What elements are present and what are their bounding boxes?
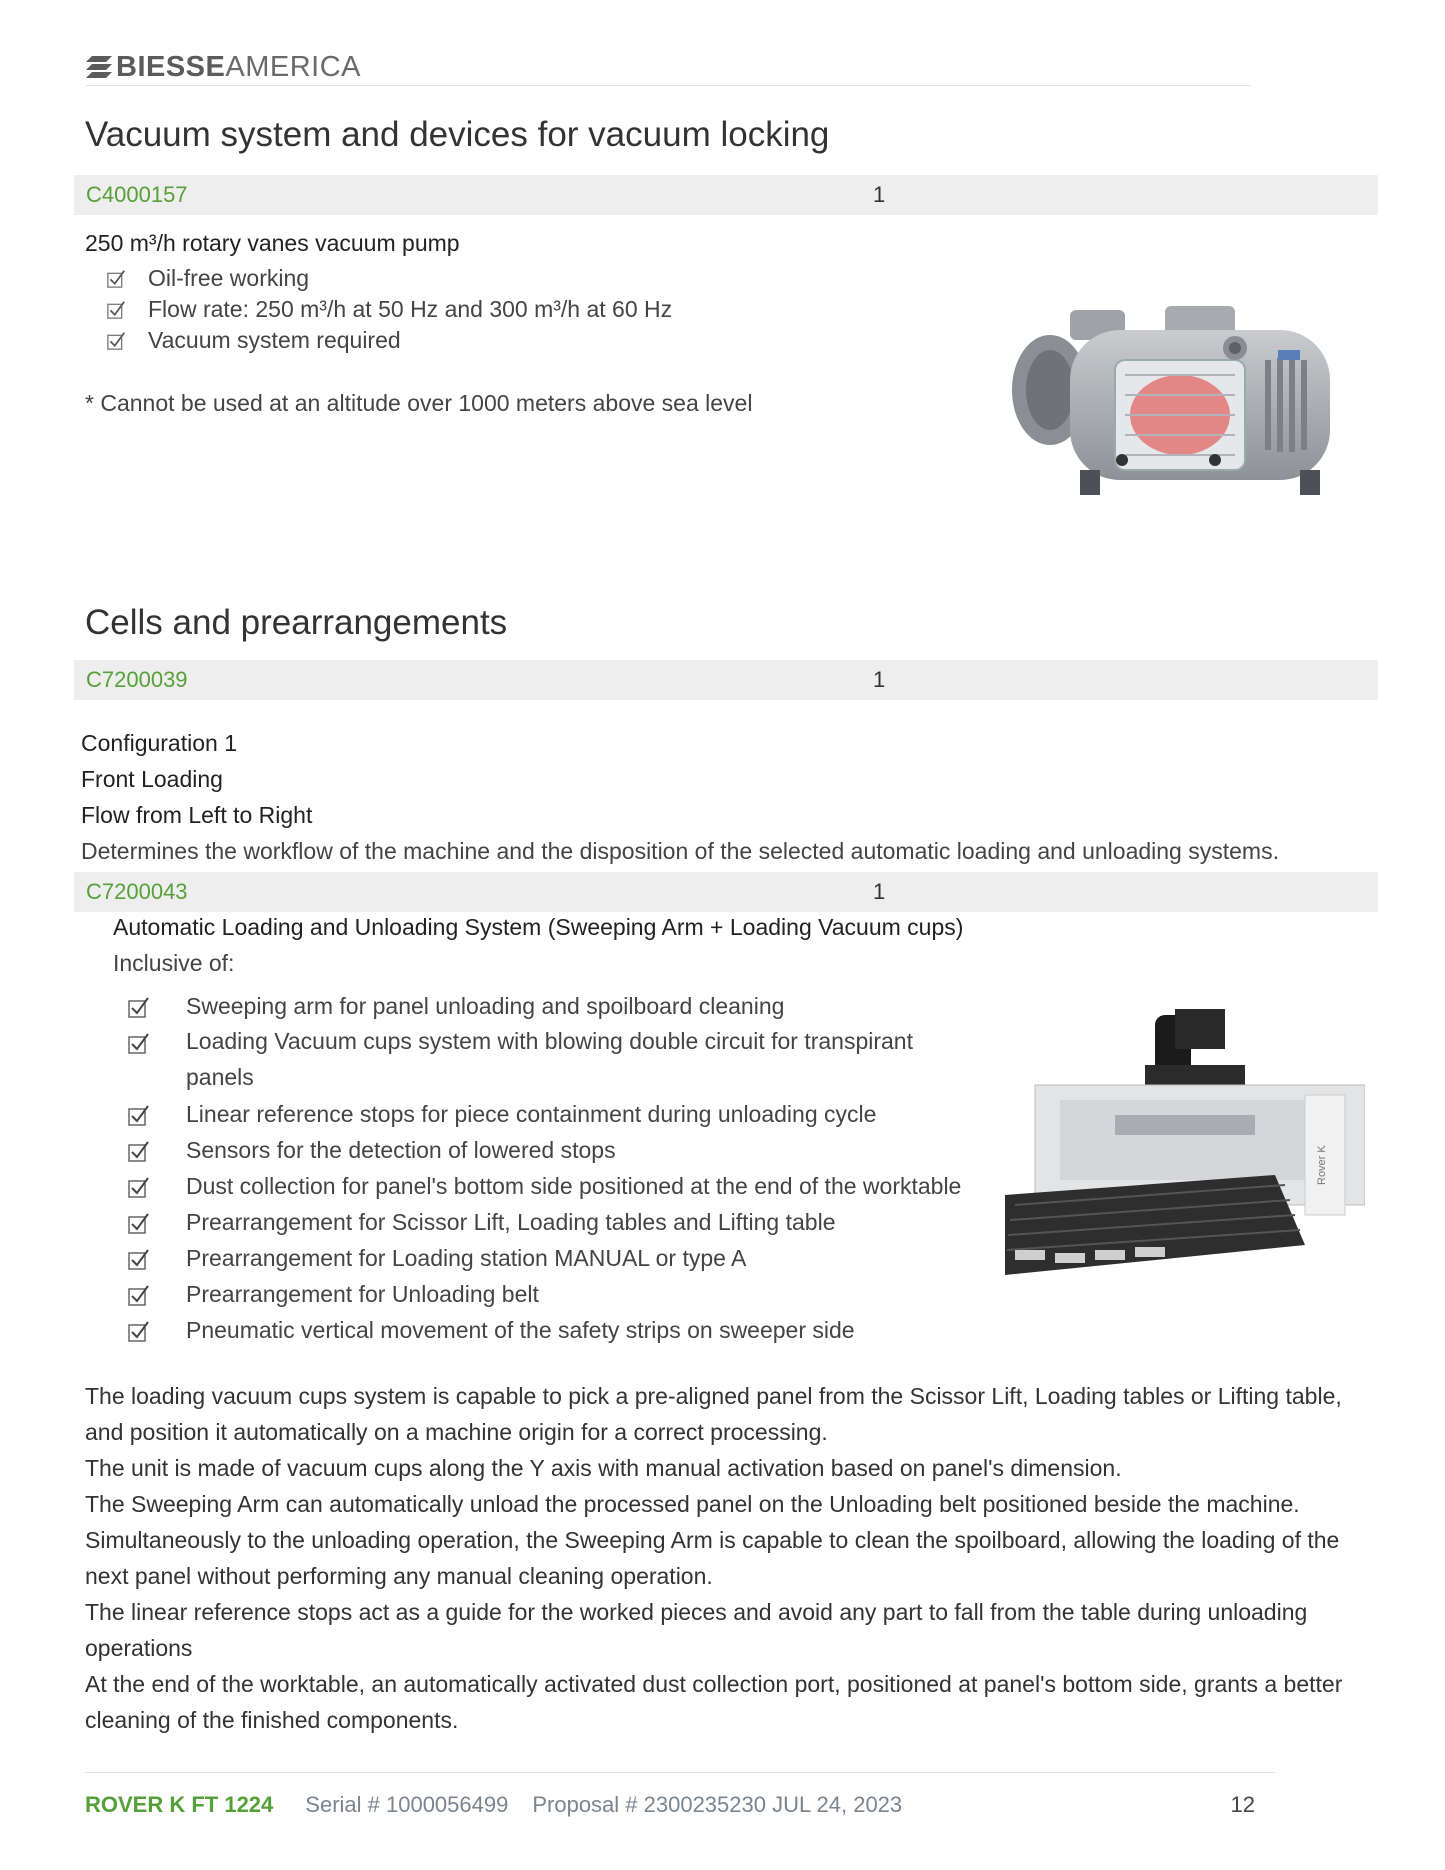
product-code: C4000157: [86, 182, 188, 207]
section-title-vacuum: Vacuum system and devices for vacuum locking: [85, 115, 830, 154]
feature-label: Oil-free working: [148, 265, 310, 291]
config-line: Front Loading: [81, 766, 223, 792]
item-title: 250 m³/h rotary vanes vacuum pump: [85, 230, 460, 256]
description-paragraph: At the end of the worktable, an automatically activated dust collection port, positioned at panel's bottom side, grants a better cleaning of the finished components.: [85, 1671, 1343, 1733]
product-quantity: 1: [873, 182, 886, 207]
section-title-cells: Cells and prearrangements: [85, 603, 508, 642]
feature-list: [128, 993, 988, 1353]
product-code-bar: [74, 872, 1378, 912]
config-line: Configuration 1: [81, 730, 237, 756]
sub-item-title: Automatic Loading and Unloading System (Sweeping Arm + Loading Vacuum cups): [113, 914, 964, 940]
feature-label: Prearrangement for Loading station MANUAL or type A: [186, 1245, 747, 1271]
feature-label: Linear reference stops for piece containment during unloading cycle: [186, 1101, 877, 1127]
feature-item: [128, 1101, 988, 1137]
feature-item: [107, 265, 672, 296]
product-code: C7200039: [86, 667, 188, 692]
footer-model: ROVER K FT 1224: [85, 1792, 274, 1817]
description-paragraph: The unit is made of vacuum cups along the Y axis with manual activation based on panel's dimension.: [85, 1455, 1122, 1481]
check-icon: [107, 269, 126, 288]
feature-item: [128, 1173, 988, 1209]
machine-label: Rover K: [1316, 1145, 1328, 1185]
check-icon: [128, 1284, 150, 1306]
feature-item: [107, 327, 672, 358]
description-paragraph: The Sweeping Arm can automatically unload the processed panel on the Unloading belt positioned beside the machine. Simultaneously to the unloading operation, the Sweeping Arm is capable to clean the spoilboard, allowing the loading of the next panel without performing any manual cleaning operation.: [85, 1491, 1340, 1589]
check-icon: [128, 1212, 150, 1234]
check-icon: [128, 996, 150, 1018]
description-paragraph: The linear reference stops act as a guide for the worked pieces and avoid any part to fall from the table during unloading operations: [85, 1599, 1308, 1661]
feature-item: [128, 1029, 988, 1101]
feature-item: [128, 1317, 988, 1353]
machine-image: [1005, 995, 1365, 1285]
product-code-bar: [74, 660, 1378, 700]
header-divider: [86, 85, 1251, 86]
vacuum-pump-image: [1010, 300, 1355, 520]
config-line: Flow from Left to Right: [81, 802, 313, 828]
feature-label: Prearrangement for Unloading belt: [186, 1281, 539, 1307]
check-icon: [128, 1176, 150, 1198]
feature-item: [128, 1209, 988, 1245]
check-icon: [128, 1140, 150, 1162]
feature-label: Sweeping arm for panel unloading and spoilboard cleaning: [186, 993, 785, 1019]
feature-label: Prearrangement for Scissor Lift, Loading tables and Lifting table: [186, 1209, 836, 1235]
check-icon: [128, 1032, 150, 1054]
inclusive-label: Inclusive of:: [113, 950, 235, 976]
feature-label: Vacuum system required: [148, 327, 401, 353]
description-paragraph: The loading vacuum cups system is capable to pick a pre-aligned panel from the Scissor Lift, Loading tables or Lifting table, and position it automatically on a machine origin for a correct processing.: [85, 1383, 1342, 1445]
altitude-note: * Cannot be used at an altitude over 1000 meters above sea level: [85, 390, 753, 416]
brand-name-bold: BIESSE: [116, 50, 226, 83]
page-number: 12: [1230, 1792, 1255, 1817]
product-quantity: 1: [873, 667, 886, 692]
check-icon: [128, 1248, 150, 1270]
check-icon: [128, 1320, 150, 1342]
feature-label: Pneumatic vertical movement of the safety strips on sweeper side: [186, 1317, 855, 1343]
feature-list: [107, 265, 672, 358]
feature-label: Flow rate: 250 m³/h at 50 Hz and 300 m³/h at 60 Hz: [148, 296, 673, 322]
footer: [85, 1792, 1255, 1818]
feature-item: [107, 296, 672, 327]
brand-logo-mark-icon: [86, 56, 112, 78]
product-code: C7200043: [86, 879, 188, 904]
check-icon: [128, 1104, 150, 1126]
config-description: Determines the workflow of the machine and the disposition of the selected automatic loading and unloading systems.: [81, 838, 1279, 864]
feature-label: Sensors for the detection of lowered stops: [186, 1137, 616, 1163]
footer-proposal: Proposal # 2300235230 JUL 24, 2023: [532, 1792, 903, 1817]
feature-item: [128, 1281, 988, 1317]
feature-item: [128, 1245, 988, 1281]
footer-divider: [85, 1772, 1275, 1773]
feature-item: [128, 1137, 988, 1173]
product-quantity: 1: [873, 879, 886, 904]
feature-label: Loading Vacuum cups system with blowing double circuit for transpirant panels: [186, 1028, 913, 1090]
brand-logo: [86, 52, 361, 82]
footer-serial: Serial # 1000056499: [305, 1792, 509, 1817]
feature-label: Dust collection for panel's bottom side positioned at the end of the worktable: [186, 1173, 962, 1199]
check-icon: [107, 331, 126, 350]
check-icon: [107, 300, 126, 319]
brand-name-light: AMERICA: [225, 50, 362, 83]
product-code-bar: [74, 175, 1378, 215]
